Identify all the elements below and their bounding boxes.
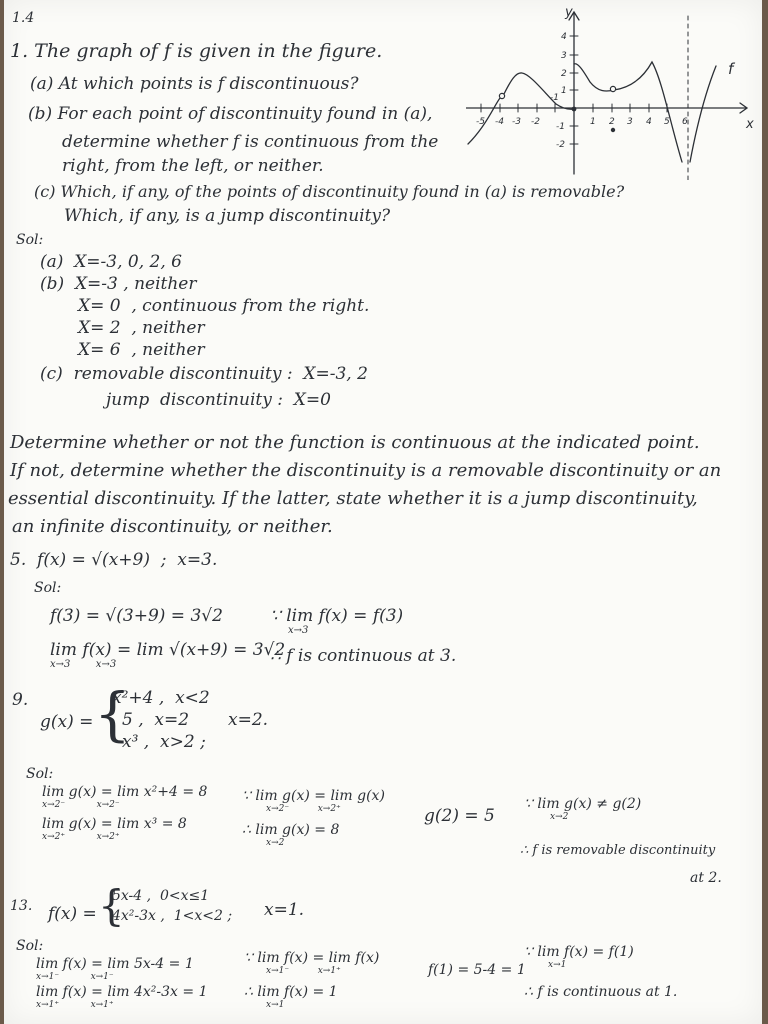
problem-9-conclusion-line2: at 2. (690, 870, 722, 886)
problem-13-right-limit-sub: x→1⁺ x→1⁺ (36, 1000, 114, 1010)
instructions-line2: If not, determine whether the discontinuity is a removable discontinuity or an (10, 460, 722, 481)
solution-b-line2: X= 0 , continuous from the right. (78, 296, 370, 316)
svg-text:4: 4 (561, 32, 567, 42)
open-point-x2 (610, 86, 615, 91)
closed-point-x2 (611, 128, 615, 132)
problem-13-because-sub: x→1⁻ x→1⁺ (266, 966, 341, 976)
svg-text:1: 1 (561, 86, 567, 96)
problem-9-case2: 5 , x=2 (122, 710, 190, 730)
problem-13-left-limit-sub: x→1⁻ x→1⁻ (36, 972, 114, 982)
problem-5-line1: f(3) = √(3+9) = 3√2 (50, 606, 223, 626)
problem-1-part-a: (a) At which points is f discontinuous? (30, 74, 359, 94)
problem-9-number: 9. (12, 690, 29, 710)
problem-13-case1: 5x-4 , 0<x≤1 (112, 888, 210, 904)
solution-label: Sol: (16, 232, 44, 248)
instructions-line4: an infinite discontinuity, or neither. (12, 516, 333, 537)
solution-a: (a) X=-3, 0, 2, 6 (40, 252, 182, 272)
open-point-x-neg3 (499, 93, 504, 98)
problem-9-therefore: ∴ lim g(x) = 8 (242, 822, 340, 838)
problem-5-reason: ∵ lim f(x) = f(3) (270, 606, 404, 626)
svg-text:1: 1 (590, 117, 596, 127)
svg-text:2: 2 (609, 117, 615, 127)
solution-c-line2: jump discontinuity : X=0 (106, 390, 331, 410)
solution-c-line1: (c) removable discontinuity : X=-3, 2 (40, 364, 368, 384)
problem-13-f: f(x) = (48, 904, 97, 924)
problem-9-because-sub: x→2⁻ x→2⁺ (266, 804, 341, 814)
problem-13-therefore-sub: x→1 (266, 1000, 285, 1010)
problem-5-line2-sub: x→3 x→3 (50, 659, 117, 670)
problem-1-part-b-line1: (b) For each point of discontinuity found in (a), (28, 104, 433, 124)
problem-9-case1: x²+4 , x<2 (112, 688, 210, 708)
curve-far-right-piece (690, 66, 716, 162)
svg-text:-5: -5 (476, 117, 485, 127)
svg-text:-3: -3 (512, 117, 521, 127)
svg-text:6: 6 (682, 117, 688, 127)
problem-9-because: ∵ lim g(x) = lim g(x) (242, 788, 385, 804)
section-number: 1.4 (12, 10, 35, 26)
problem-1-part-b-line3: right, from the left, or neither. (62, 156, 324, 176)
problem-13-left-limit: lim f(x) = lim 5x-4 = 1 (36, 956, 194, 972)
problem-9-g2: g(2) = 5 (424, 806, 495, 826)
closed-point-x0 (572, 107, 577, 112)
problem-13-point: x=1. (264, 900, 305, 920)
problem-13-sol-label: Sol: (16, 938, 44, 954)
function-graph (466, 2, 766, 180)
solution-b-line4: X= 6 , neither (78, 340, 205, 360)
svg-text:3: 3 (561, 51, 567, 61)
svg-text:3: 3 (627, 117, 633, 127)
problem-1-part-c-line2: Which, if any, is a jump discontinuity? (64, 206, 391, 226)
problem-13-f1: f(1) = 5-4 = 1 (428, 962, 526, 978)
solution-b-line1: (b) X=-3 , neither (40, 274, 197, 294)
problem-13-compare: ∵ lim f(x) = f(1) (524, 944, 634, 960)
f-curve-label: f (728, 60, 734, 78)
instructions-line3: essential discontinuity. If the latter, state whether it is a jump discontinuity, (8, 488, 698, 509)
problem-9-sol-label: Sol: (26, 766, 54, 782)
problem-13-number: 13. (10, 898, 33, 914)
problem-9-left-limit: lim g(x) = lim x²+4 = 8 (42, 784, 208, 800)
problem-9-conclusion-line1: ∴ f is removable discontinuity (520, 843, 716, 858)
piecewise-brace-13: { (98, 881, 125, 930)
svg-text:-1: -1 (556, 122, 565, 132)
x-axis-label: x (746, 117, 754, 132)
problem-9-compare: ∵ lim g(x) ≠ g(2) (524, 796, 642, 812)
problem-13-case2: 4x²-3x , 1<x<2 ; (112, 908, 233, 924)
problem-5-conclusion: ∴ f is continuous at 3. (270, 646, 457, 666)
problem-13-because: ∵ lim f(x) = lim f(x) (244, 950, 380, 966)
problem-5-sol-label: Sol: (34, 580, 62, 596)
problem-13-compare-sub: x→1 (548, 960, 567, 970)
solution-b-line3: X= 2 , neither (78, 318, 205, 338)
problem-9-compare-sub: x→2 (550, 812, 569, 822)
problem-9-case3: x³ , x>2 ; (122, 732, 206, 752)
problem-13-right-limit: lim f(x) = lim 4x²-3x = 1 (36, 984, 208, 1000)
svg-text:2: 2 (561, 69, 567, 79)
notebook-page (4, 0, 762, 1024)
svg-text:-2: -2 (556, 140, 565, 150)
problem-9-therefore-sub: x→2 (266, 838, 285, 848)
y-axis-label: y (565, 5, 573, 20)
problem-9-right-limit-sub: x→2⁺ x→2⁺ (42, 832, 120, 842)
problem-9-left-limit-sub: x→2⁻ x→2⁻ (42, 800, 120, 810)
svg-text:-2: -2 (531, 117, 540, 127)
svg-text:-1: -1 (550, 93, 559, 103)
svg-text:-4: -4 (495, 117, 504, 127)
problem-5-heading: 5. f(x) = √(x+9) ; x=3. (10, 550, 218, 570)
problem-1-part-c-line1: (c) Which, if any, of the points of discontinuity found in (a) is removable? (34, 182, 625, 201)
curve-right-piece (574, 62, 682, 162)
svg-text:4: 4 (646, 117, 652, 127)
problem-9-point: x=2. (228, 710, 269, 730)
problem-1-statement: 1. The graph of f is given in the figure. (10, 40, 383, 62)
problem-5-reason-sub: x→3 (288, 625, 309, 636)
problem-13-conclusion: ∴ f is continuous at 1. (524, 984, 678, 1000)
piecewise-brace: { (94, 680, 131, 748)
problem-9-right-limit: lim g(x) = lim x³ = 8 (42, 816, 187, 832)
instructions-line1: Determine whether or not the function is continuous at the indicated point. (10, 432, 700, 453)
problem-9-g: g(x) = (40, 712, 94, 732)
problem-5-line2: lim f(x) = lim √(x+9) = 3√2 (50, 640, 286, 660)
problem-1-part-b-line2: determine whether f is continuous from the (62, 132, 439, 152)
svg-text:5: 5 (664, 117, 670, 127)
problem-13-therefore: ∴ lim f(x) = 1 (244, 984, 338, 1000)
